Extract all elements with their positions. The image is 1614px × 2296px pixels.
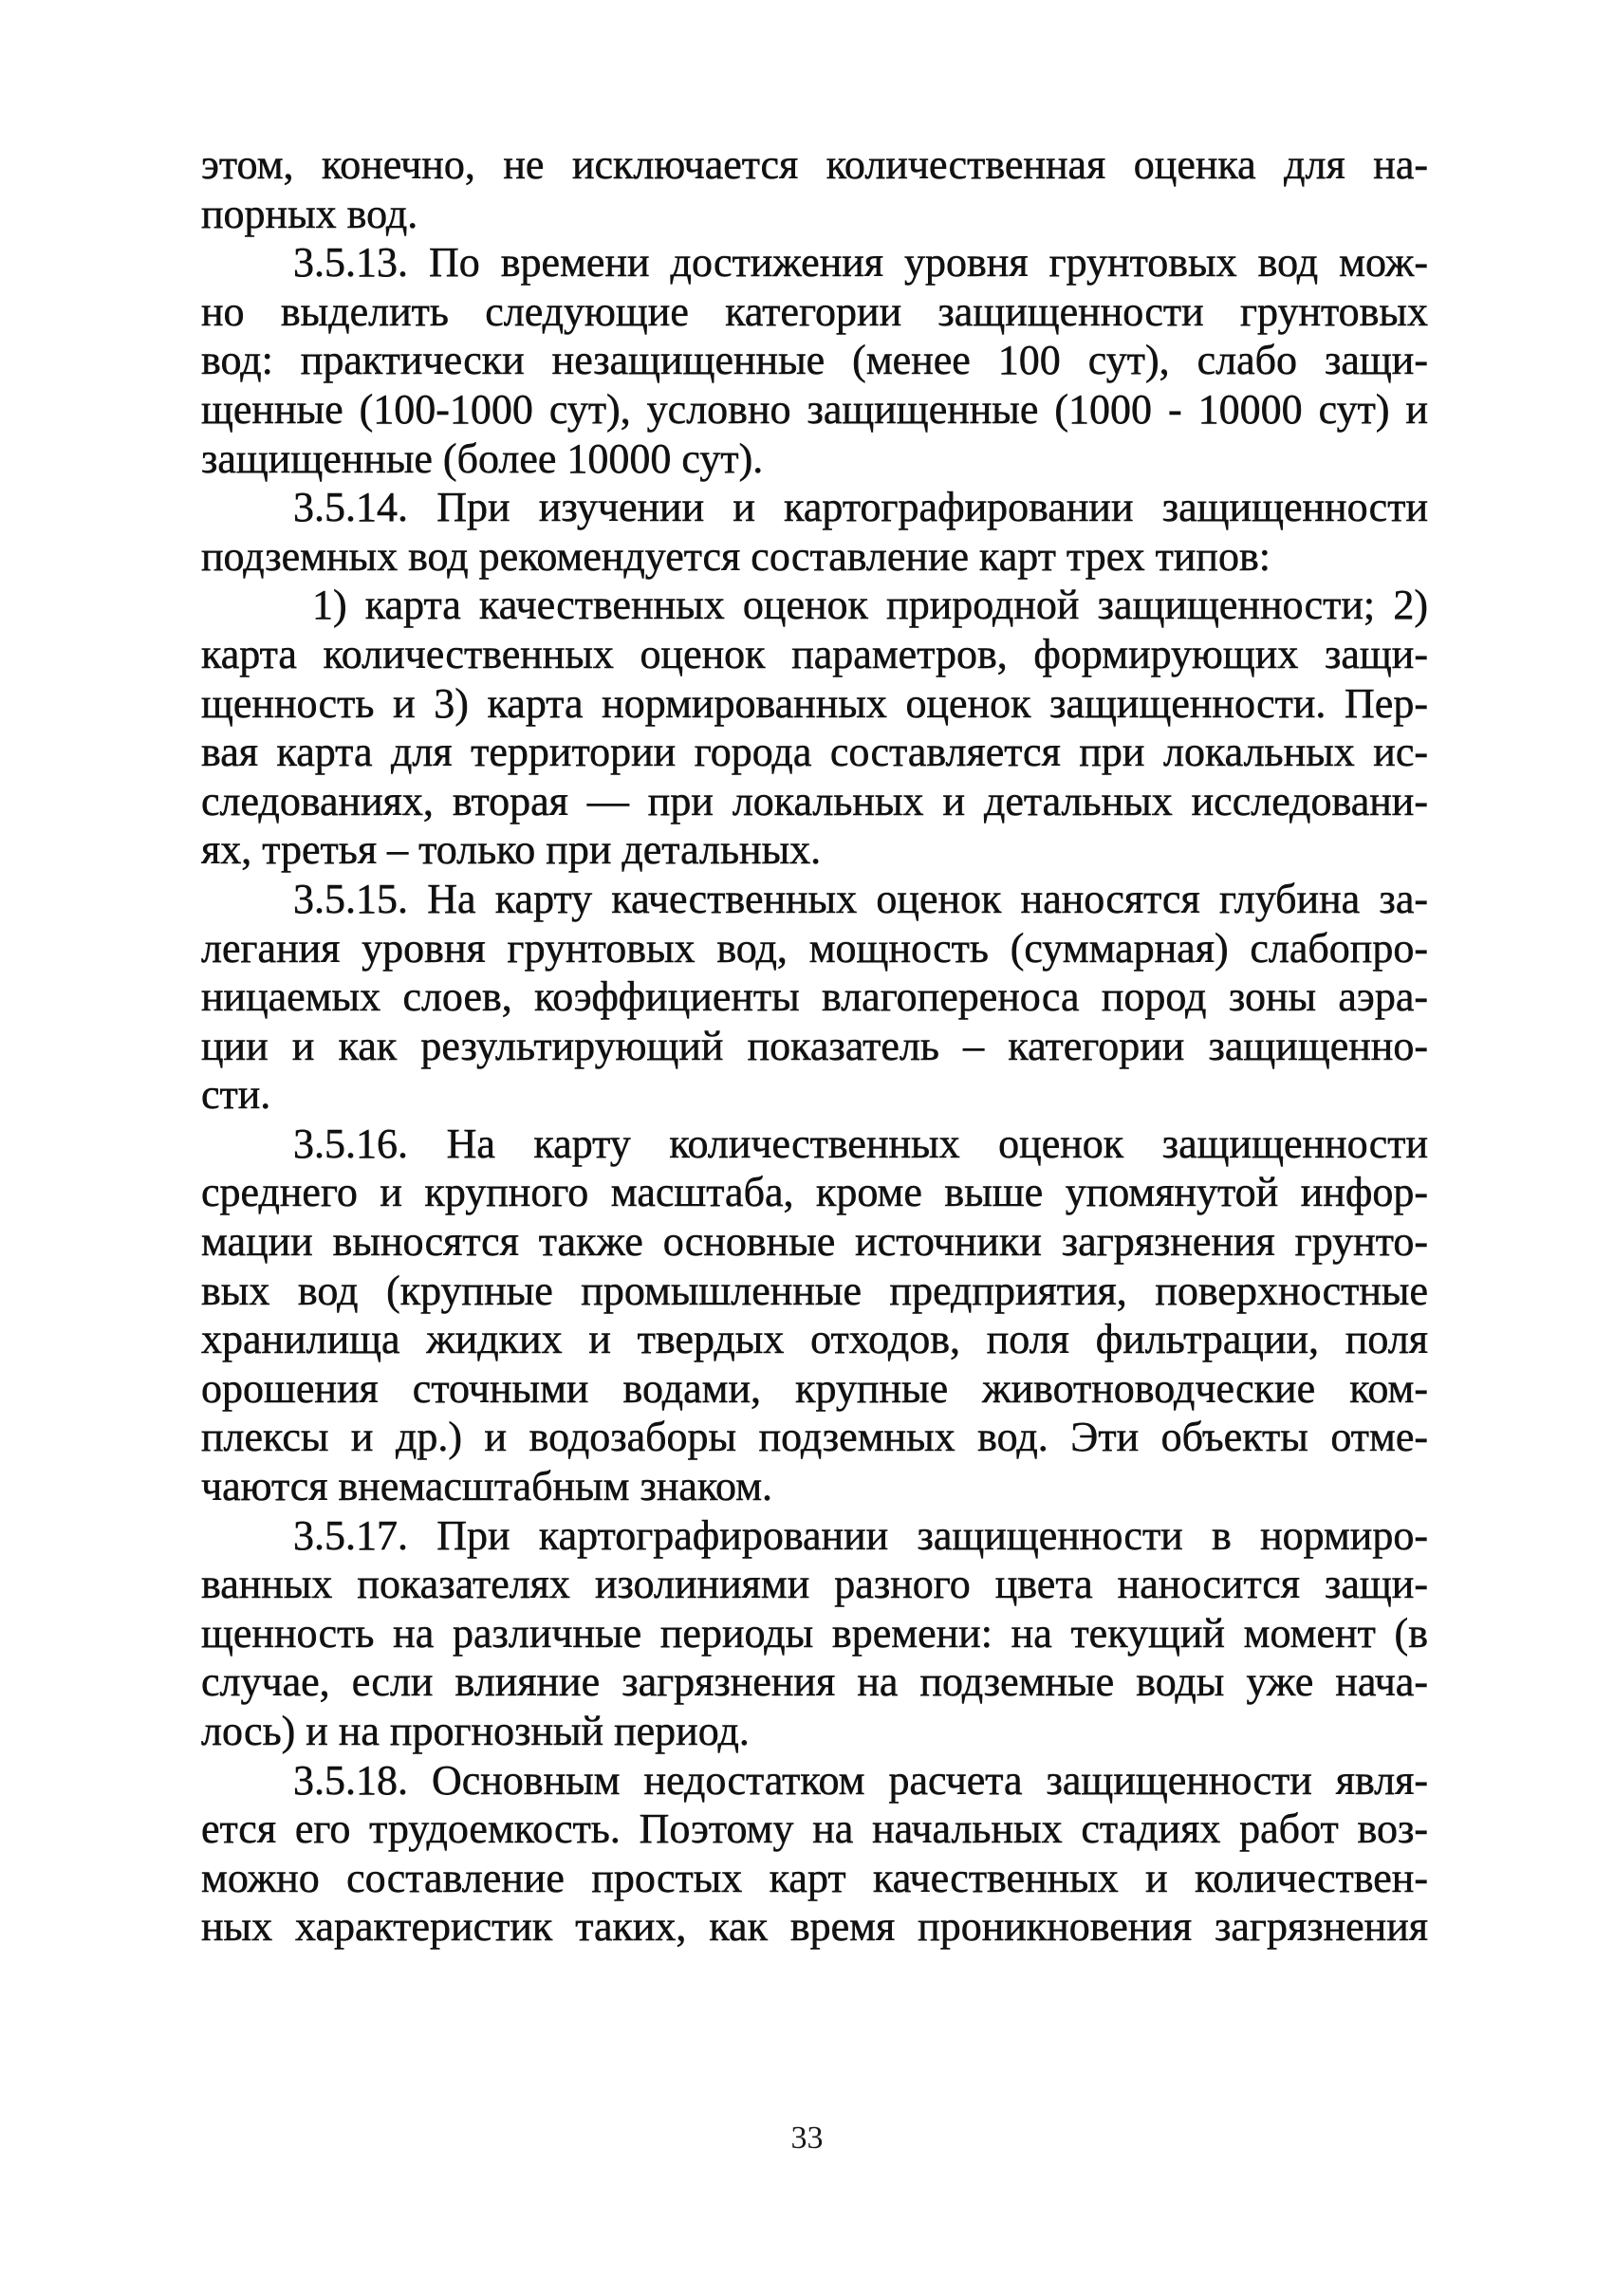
- text-line: этом, конечно, не исключается количественная оценка для на-: [201, 141, 1428, 188]
- text-line: защищенные (более 10000 сут).: [201, 435, 764, 482]
- text-line: щенность на различные периоды времени: на текущий момент (в: [201, 1609, 1428, 1657]
- numbered-list-line: 1) карта качественных оценок природной защищенности; 2): [312, 582, 1428, 629]
- text-line: сти.: [201, 1071, 271, 1119]
- paragraph-3-5-13: 3.5.13. По времени достижения уровня грунтовых вод мож-: [293, 239, 1428, 287]
- text-line: подземных вод рекомендуется составление карт трех типов:: [201, 532, 1271, 580]
- text-line: случае, если влияние загрязнения на подземные воды уже нача-: [201, 1658, 1428, 1706]
- text-line: мации выносятся также основные источники загрязнения грунто-: [201, 1218, 1428, 1266]
- paragraph-3-5-16: 3.5.16. На карту количественных оценок защищенности: [293, 1120, 1428, 1167]
- text-line: порных вод.: [201, 190, 418, 237]
- text-line: но выделить следующие категории защищенности грунтовых: [201, 287, 1428, 335]
- text-line: вых вод (крупные промышленные предприятия, поверхностные: [201, 1267, 1428, 1314]
- text-line: щенные (100-1000 сут), условно защищенные (1000 - 10000 сут) и: [201, 385, 1428, 433]
- text-line: ции и как результирующий показатель – категории защищенно-: [201, 1022, 1428, 1069]
- text-line: щенность и 3) карта нормированных оценок защищенности. Пер-: [201, 679, 1428, 727]
- paragraph-3-5-17: 3.5.17. При картографировании защищенности в нормиро-: [293, 1511, 1428, 1559]
- text-line: карта количественных оценок параметров, формирующих защи-: [201, 630, 1428, 677]
- paragraph-3-5-18: 3.5.18. Основным недостатком расчета защищенности явля-: [293, 1756, 1428, 1804]
- text-line: вод: практически незащищенные (менее 100 сут), слабо защи-: [201, 337, 1428, 384]
- text-line: ницаемых слоев, коэффициенты влагопереноса пород зоны аэра-: [201, 973, 1428, 1021]
- paragraph-3-5-14: 3.5.14. При изучении и картографировании защищенности: [293, 484, 1428, 531]
- body-text: [201, 140, 1428, 1952]
- text-line: среднего и крупного масштаба, кроме выше упомянутой инфор-: [201, 1169, 1428, 1216]
- text-line: ях, третья – только при детальных.: [201, 826, 822, 874]
- text-line: можно составление простых карт качественных и количествен-: [201, 1854, 1428, 1901]
- page-number: 33: [790, 2120, 824, 2156]
- paragraph-3-5-15: 3.5.15. На карту качественных оценок наносятся глубина за-: [293, 875, 1428, 922]
- text-line: легания уровня грунтовых вод, мощность (суммарная) слабопро-: [201, 924, 1428, 972]
- text-line: ных характеристик таких, как время проникновения загрязнения: [201, 1903, 1428, 1951]
- text-line: следованиях, вторая — при локальных и детальных исследовани-: [201, 777, 1428, 824]
- text-line: вая карта для территории города составляется при локальных ис-: [201, 729, 1428, 776]
- text-line: лось) и на прогнозный период.: [201, 1708, 750, 1754]
- text-line: орошения сточными водами, крупные животноводческие ком-: [201, 1364, 1428, 1412]
- text-line: чаются внемасштабным знаком.: [201, 1463, 773, 1510]
- text-line: ется его трудоемкость. Поэтому на начальных стадиях работ воз-: [201, 1805, 1428, 1853]
- text-line: плексы и др.) и водозаборы подземных вод. Эти объекты отме-: [201, 1414, 1428, 1461]
- text-line: хранилища жидких и твердых отходов, поля фильтрации, поля: [201, 1316, 1428, 1363]
- text-line: ванных показателях изолиниями разного цвета наносится защи-: [201, 1561, 1428, 1608]
